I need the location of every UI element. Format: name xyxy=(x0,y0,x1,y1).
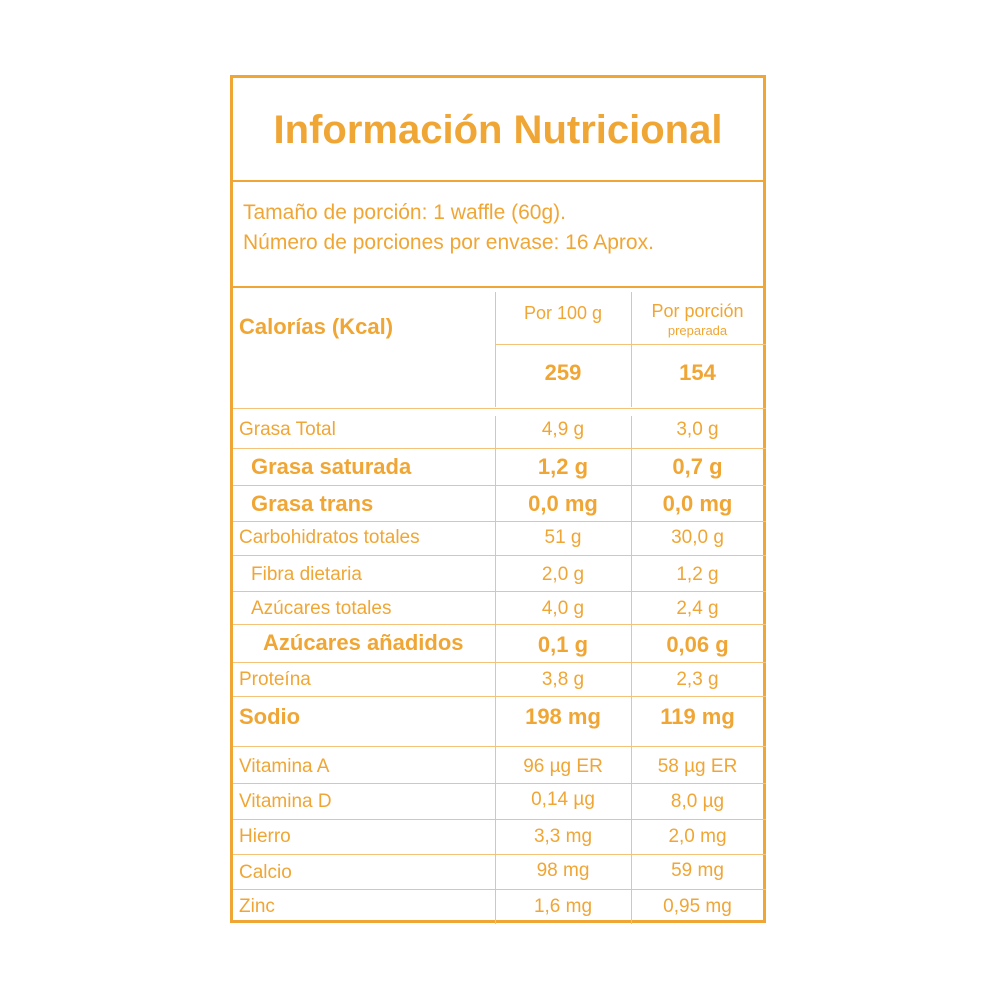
value-per-100g: 96 µg ER xyxy=(523,756,603,777)
row-divider xyxy=(233,485,766,486)
header-divider xyxy=(233,408,766,409)
value-per-100g: 4,9 g xyxy=(541,419,585,440)
row-divider xyxy=(233,819,766,820)
nutrient-label: Carbohidratos totales xyxy=(239,527,420,548)
row-divider xyxy=(233,662,766,663)
value-per-100g: 198 mg xyxy=(525,704,601,729)
value-per-100g: 1,6 mg xyxy=(533,896,593,917)
value-per-portion: 2,3 g xyxy=(676,669,719,690)
header-subline xyxy=(495,344,766,345)
value-per-portion: 0,7 g xyxy=(672,454,723,479)
value-per-100g: 3,8 g xyxy=(541,669,585,690)
value-per-portion: 30,0 g xyxy=(671,527,724,548)
col-header-per-100g: Por 100 g xyxy=(523,303,603,323)
nutrient-label: Fibra dietaria xyxy=(251,564,362,585)
value-per-portion: 0,0 mg xyxy=(662,491,733,516)
value-per-portion: 2,4 g xyxy=(676,598,719,619)
value-per-portion: 58 µg ER xyxy=(657,756,738,777)
servings-per-package: Número de porciones por envase: 16 Aprox. xyxy=(243,231,654,254)
value-per-portion: 1,2 g xyxy=(676,564,719,585)
calories-per-portion: 154 xyxy=(679,360,716,385)
row-divider xyxy=(233,448,766,449)
value-per-portion: 8,0 µg xyxy=(670,791,725,812)
value-per-100g: 4,0 g xyxy=(541,598,585,619)
row-divider xyxy=(233,889,766,890)
calories-per-100g: 259 xyxy=(544,360,582,385)
value-per-portion: 59 mg xyxy=(671,860,724,881)
serving-size: Tamaño de porción: 1 waffle (60g). xyxy=(243,201,566,224)
col-header-prepared: preparada xyxy=(667,323,728,338)
value-per-portion: 119 mg xyxy=(660,704,735,729)
title-divider xyxy=(233,180,763,182)
nutrient-label: Calcio xyxy=(239,862,292,883)
value-per-portion: 0,06 g xyxy=(666,632,729,657)
nutrient-label: Grasa trans xyxy=(251,491,374,516)
nutrient-label: Hierro xyxy=(239,826,291,847)
row-divider xyxy=(233,591,766,592)
panel-title: Información Nutricional xyxy=(273,107,723,152)
row-divider xyxy=(233,696,766,697)
nutrient-label: Vitamina A xyxy=(239,756,330,777)
nutrient-label: Proteína xyxy=(239,669,311,690)
serving-divider xyxy=(233,286,763,288)
calories-label: Calorías (Kcal) xyxy=(239,314,394,339)
row-divider xyxy=(233,783,766,784)
nutrient-label: Grasa Total xyxy=(239,419,336,440)
value-per-100g: 0,14 µg xyxy=(531,789,595,810)
nutrient-label: Vitamina D xyxy=(239,791,332,812)
value-per-100g: 0,1 g xyxy=(537,632,589,657)
nutrient-label: Sodio xyxy=(239,704,301,729)
value-per-100g: 1,2 g xyxy=(537,454,589,479)
nutrient-label: Zinc xyxy=(239,896,275,917)
value-per-portion: 3,0 g xyxy=(676,419,719,440)
value-per-100g: 3,3 mg xyxy=(533,826,593,847)
row-divider xyxy=(233,521,766,522)
value-per-100g: 51 g xyxy=(544,527,582,548)
row-divider xyxy=(233,746,766,747)
nutrition-facts-panel xyxy=(230,75,766,923)
value-per-portion: 0,95 mg xyxy=(663,896,732,917)
nutrient-label: Azúcares totales xyxy=(251,598,392,619)
row-divider xyxy=(233,624,766,625)
row-divider xyxy=(233,854,766,855)
row-divider xyxy=(233,555,766,556)
value-per-100g: 0,0 mg xyxy=(528,491,598,516)
value-per-portion: 2,0 mg xyxy=(668,826,727,847)
value-per-100g: 98 mg xyxy=(536,860,590,881)
value-per-100g: 2,0 g xyxy=(541,564,585,585)
serving-info xyxy=(243,198,654,258)
nutrient-label: Grasa saturada xyxy=(251,454,412,479)
col-header-per-portion: Por porción xyxy=(651,301,744,321)
nutrient-label: Azúcares añadidos xyxy=(263,630,464,655)
